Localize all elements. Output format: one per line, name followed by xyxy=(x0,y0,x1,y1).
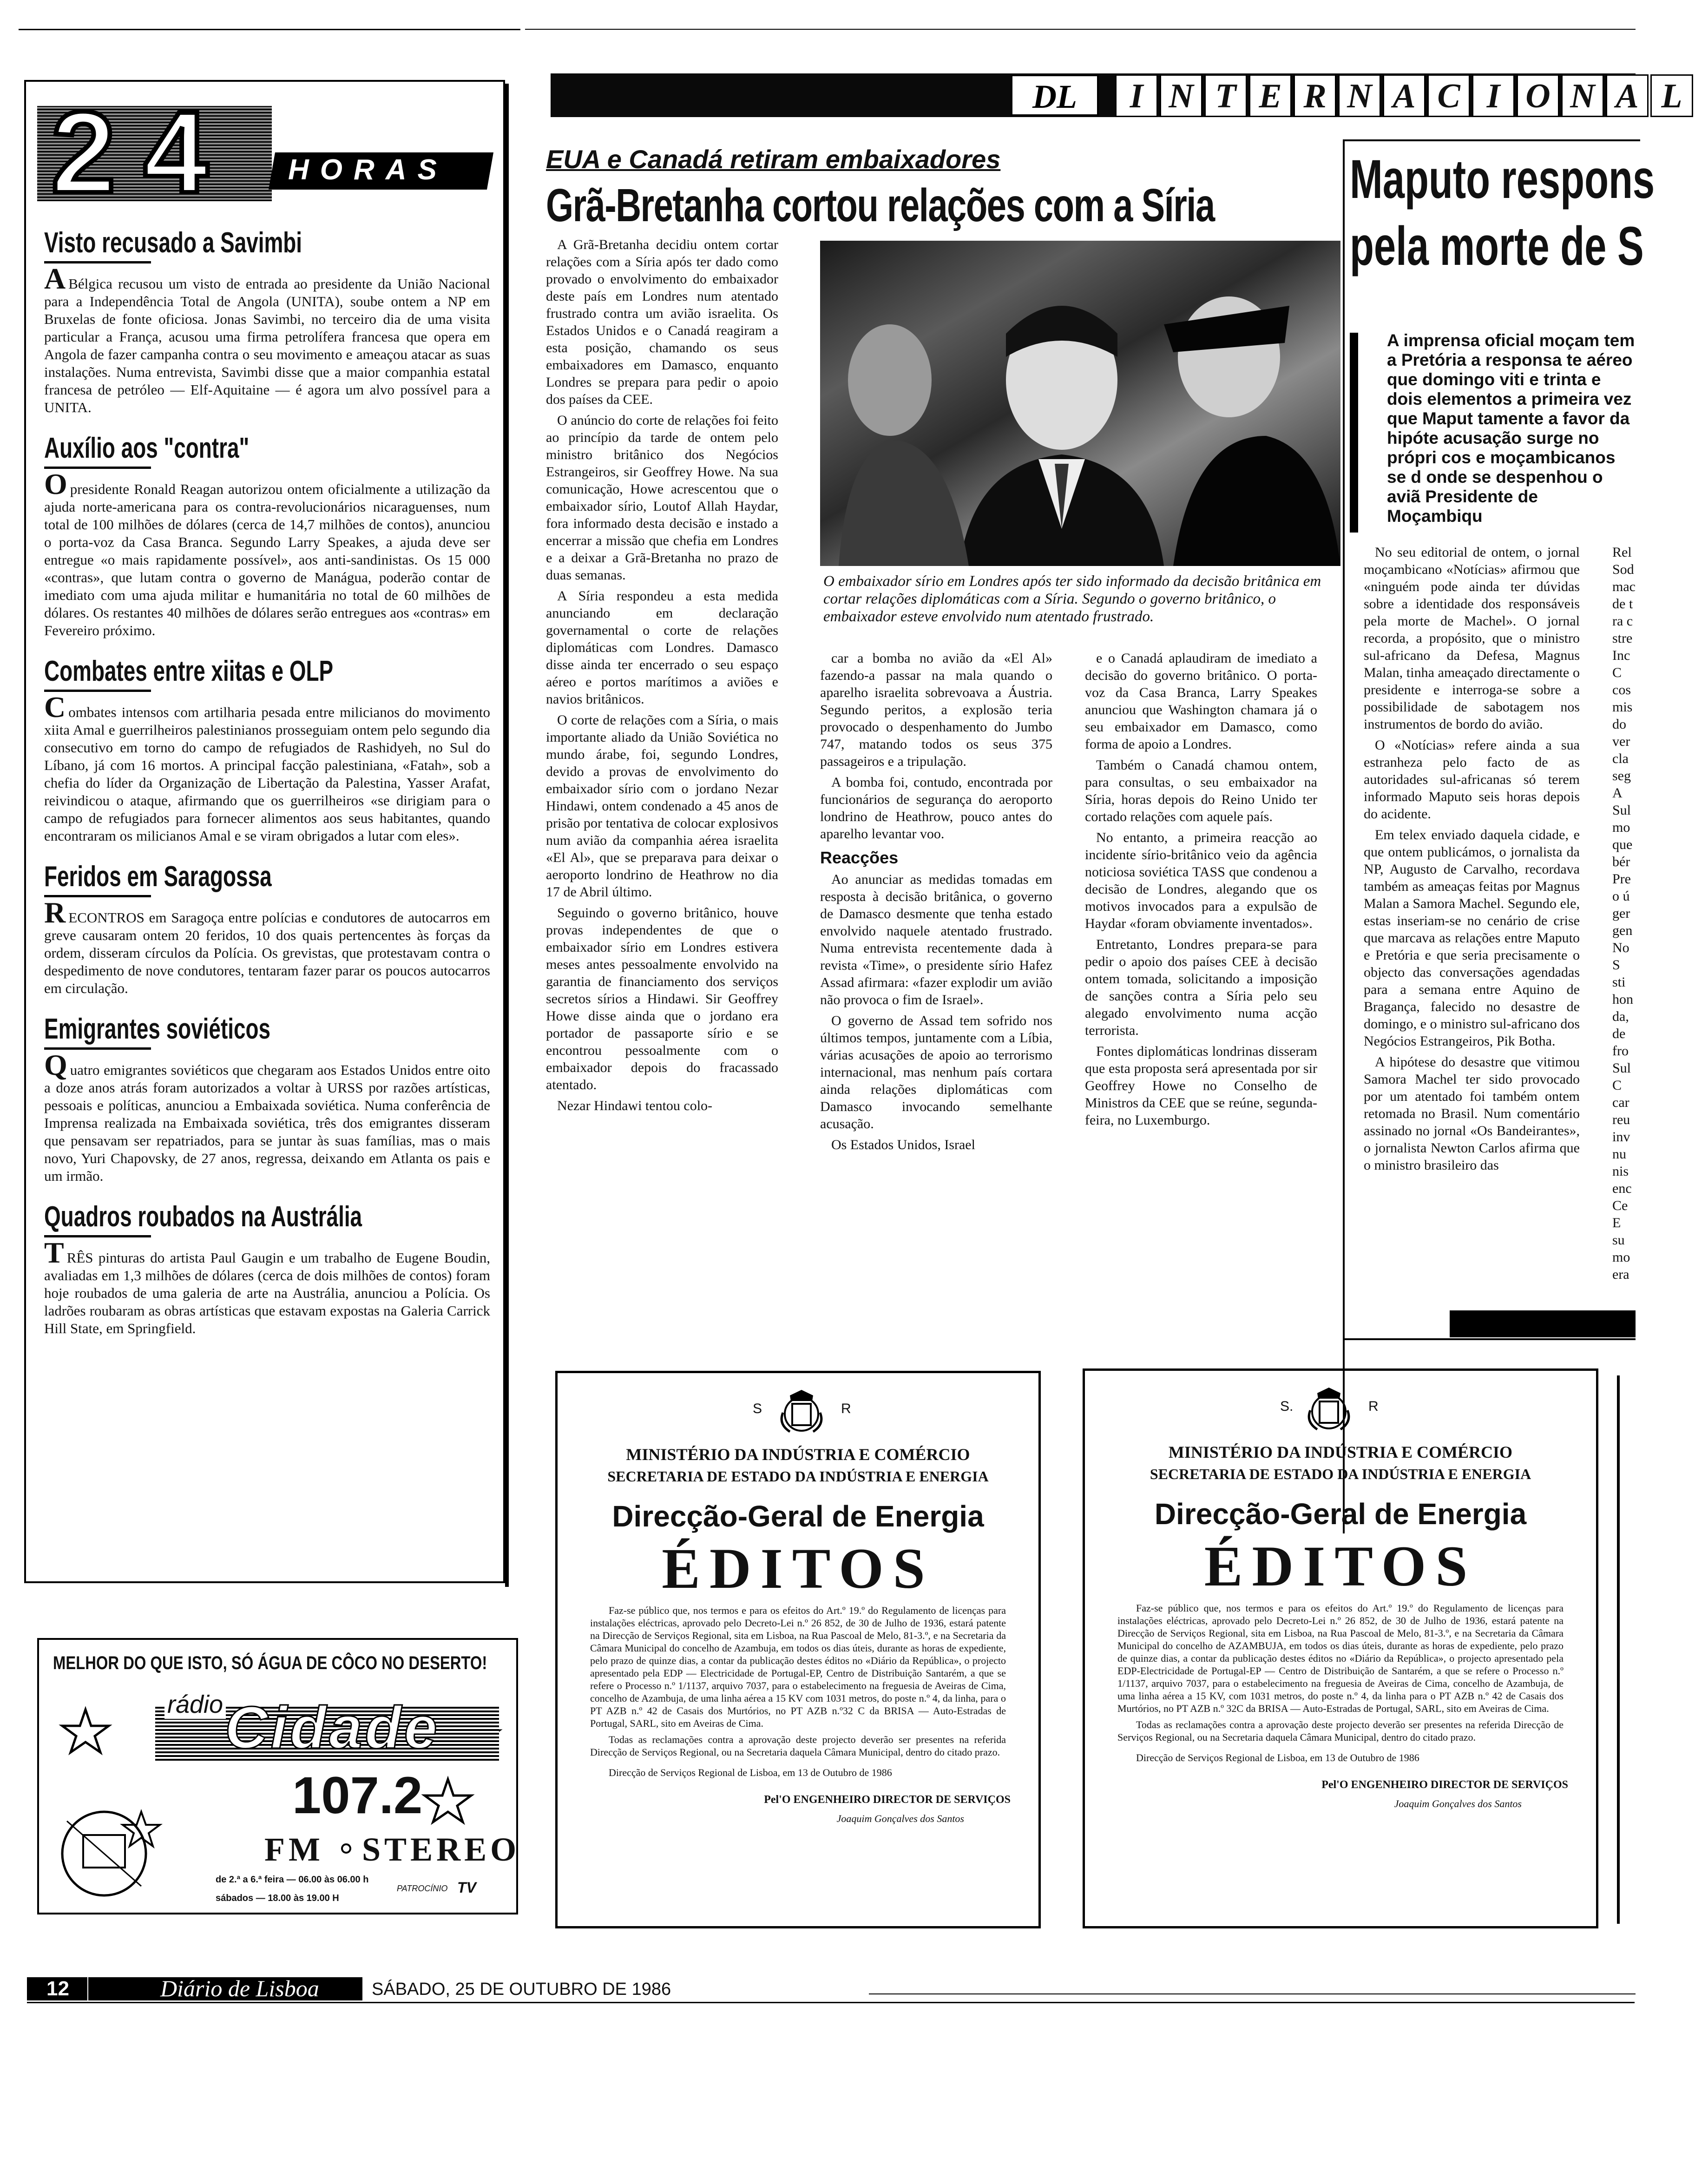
cut-fragment: que xyxy=(1612,837,1633,852)
horas-item-text xyxy=(44,262,490,416)
horas-item-title: Combates entre xiitas e OLP xyxy=(44,655,334,687)
paragraph: No seu editorial de ontem, o jornal moçambicano «Notícias» afirmou que «ninguém pode ainda ter dúvidas sobre a identidade dos responsáveis pela morte de Machel». O jornal recorda, a propósito, que o ministro sul-africano da Defesa, Magnus Malan, tinha ameaçado directamente o presidente e interroga-se sobre a possibilidade de sabotagem nos instrumentos de bordo do avião. xyxy=(1364,545,1580,732)
edito-name: Joaquim Gonçalves dos Santos xyxy=(1394,1798,1522,1809)
top-rule xyxy=(19,29,520,30)
edito-body: Faz-se público que, nos termos e para os efeitos do Art.º 19.º do Regulamento de licenças para instalações eléctricas, aprovado pelo Decreto-Lei n.º 26 852, de 30 de Julho de 1936, estará patente na Direcção de Serviços Regional, sita em Lisboa, na Rua Pascoal de Melo, 81-3.º, e na Secretaria da Câmara Municipal do concelho de Azambuja, em todos os dias úteis, durante as horas de expediente, pelo prazo de quinze dias, a contar da publicação destes éditos no «Diário da República», o projecto apresentado pela EDP — Electricidade de Portugal-EP, Centro de Distribuição Santarém, a que se refere o Processo n.º 1/1137, arquivo 7037, para o estabelecimento na freguesia de Aveiras de Cima, concelho de Azambuja, de uma linha aérea a 15 KV com 1031 metros, do poste n.º 4, da linha, para o PT AZB n.º 42 de Casais dos Murtórios, no PT AZB n.º32 C da BRISA — Auto-Estradas de Portugal, SARL, sito em Aveiras de Cima. xyxy=(590,1605,1006,1729)
edito-title: ÉDITOS xyxy=(662,1537,934,1600)
edito-date: Direcção de Serviços Regional de Lisboa, em 13 de Outubro de 1986 xyxy=(1136,1752,1419,1763)
radio-sponsor-label: PATROCÍNIO xyxy=(397,1884,448,1893)
footer-date: SÁBADO, 25 DE OUTUBRO DE 1986 xyxy=(372,1980,671,1999)
kicker: EUA e Canadá retiram embaixadores xyxy=(546,145,1001,174)
horas-item-body: Bélgica recusou um visto de entrada ao presidente da União Nacional para a Independência Total de Angola (UNITA), soube ontem a NP em Bruxelas de fonte oficiosa. Jonas Savimbi, no terceiro dia de uma visita particular a França, acusou uma firma petrolífera francesa que opera em Angola de fazer campanha contra o seu movimento e ameaçou atacar as suas instalações. Numa entrevista, Savimbi disse que a maior companhia estatal francesa de petróleo — Elf-Aquitaine — é agora um alvo possível para a UNITA. xyxy=(44,276,490,415)
cut-fragment: nis xyxy=(1612,1164,1629,1179)
horas-item-title: Auxílio aos "contra" xyxy=(44,432,250,464)
paragraph: Em telex enviado daquela cidade, e que ontem publicámos, o jornalista da NP, Augusto de Carvalho, recordava também as ameaças feitas por Magnus Malan a Samora Machel. Segundo ele, estas inseriam-se no cenário de crise que marcava as relações entre Maputo e Pretória e que seria precisamente o objecto das conversações agendadas para a semana entre Aquino de Bragança, falecido no desastre de domingo, e o ministro sul-africano dos Negócios Estrangeiros, Pik Botha. xyxy=(1364,827,1580,1049)
cut-fragment: car xyxy=(1612,1095,1629,1110)
horas-item-title: Emigrantes soviéticos xyxy=(44,1013,271,1045)
drop-cap: Q xyxy=(44,1048,67,1081)
cut-fragment: mo xyxy=(1612,820,1630,835)
paragraph: O corte de relações com a Síria, o mais importante aliado da União Soviética no mundo árabe, foi, segundo Londres, devido a provas de envolvimento do embaixador sírio com o jordano Nezar Hindawi, ontem condenado a 45 anos de prisão por tentativa de colocar explosivos num avião da companhia aérea israelita «El Al», que se preparava para deixar o aeroporto londrino de Heathrow no dia 17 de Abril último. xyxy=(546,712,778,900)
section-letter: N xyxy=(1160,74,1202,117)
horas-item-body: presidente Ronald Reagan autorizou ontem oficialmente a utilização da ajuda norte-americana para os contra-revolucionários nicaraguenses, num total de 100 milhões de dólares (cerca de 14,7 milhões de contos), anunciou o porta-voz da Casa Branca. Segundo Larry Speakes, a ajuda deve ser entregue «o mais rapidamente possível», aos anti-sandinistas. Os 15 000 «contras», que lutam contra o governo de Manágua, poderão contar de imediato com uma ajuda militar e humanitária no total de 60 milhões de dólares. Os restantes 40 milhões de dólares serão entregues aos «contras» em Fevereiro próximo. xyxy=(44,481,490,638)
drop-cap: A xyxy=(44,262,66,295)
cut-fragment: enc xyxy=(1612,1181,1632,1196)
edito-title: ÉDITOS xyxy=(1204,1534,1477,1598)
cut-fragment: reu xyxy=(1612,1112,1630,1127)
horas-item-body: RÊS pinturas do artista Paul Gaugin e um trabalho de Eugene Boudin, avaliadas em 1,3 milhões de dólares (cerca de dois milhões de contos) foram hoje roubados de uma galeria de arte na Austrália, anunciou a Polícia. Os ladrões roubaram as obras artísticas que estavam expostas na Galeria Carrick Hill State, em Springfield. xyxy=(44,1250,490,1336)
section-letter: C xyxy=(1427,74,1470,117)
horas-item-title: Feridos em Saragossa xyxy=(44,861,272,893)
cut-fragment: inv xyxy=(1612,1129,1630,1145)
cut-fragment: Rel xyxy=(1612,545,1632,560)
radio-sponsor-logo: TV xyxy=(457,1879,476,1896)
cut-fragment: E xyxy=(1612,1215,1621,1230)
paragraph: Entretanto, Londres prepara-se para pedir o apoio dos países CEE à decisão ontem tomada, solicitando a imposição de sanções contra a Síria pelo seu alegado envolvimento numa acção terrorista. xyxy=(1085,937,1317,1038)
edito-dg: Direcção-Geral de Energia xyxy=(612,1500,984,1533)
paragraph: e o Canadá aplaudiram de imediato a decisão do governo britânico. O porta-voz da Casa Branca, Larry Speakes anunciou que Washington chamara já o seu embaixador em Damasco, como forma de apoio a Londres. xyxy=(1085,651,1317,752)
section-letter: A xyxy=(1606,74,1649,117)
main-col-1 xyxy=(546,236,778,1118)
paragraph: Os Estados Unidos, Israel xyxy=(831,1137,975,1152)
maputo-lede-bar xyxy=(1350,333,1358,533)
cut-fragment: Sul xyxy=(1612,1060,1631,1076)
radio-frequency: 107.2 xyxy=(292,1766,423,1824)
edito-date: Direcção de Serviços Regional de Lisboa, em 13 de Outubro de 1986 xyxy=(609,1767,892,1778)
section-letter: T xyxy=(1204,74,1247,117)
horas-item xyxy=(44,655,490,845)
drop-cap: C xyxy=(44,691,66,724)
cut-fragment: nu xyxy=(1612,1146,1626,1162)
cut-fragment: Ce xyxy=(1612,1198,1628,1213)
edito-r: R xyxy=(841,1401,851,1416)
horas-numbers: 24 xyxy=(51,87,237,217)
radio-brand-big: Cidade xyxy=(225,1695,440,1761)
horas-item xyxy=(44,1201,490,1337)
edito-secretariat: SECRETARIA DE ESTADO DA INDÚSTRIA E ENERGIA xyxy=(607,1468,989,1485)
cut-fragment: Pre xyxy=(1612,871,1631,887)
horas-item-text xyxy=(44,1048,490,1185)
horas-item xyxy=(44,1013,490,1185)
maputo-col-2 xyxy=(1612,544,1640,1283)
coat-of-arms-icon xyxy=(1303,1385,1354,1436)
cut-fragment: stre xyxy=(1612,631,1633,646)
section-letter: O xyxy=(1517,74,1559,117)
section-letter: I xyxy=(1115,74,1158,117)
cut-fragment: da, xyxy=(1612,1009,1629,1024)
coat-of-arms-icon xyxy=(776,1387,827,1438)
cut-fragment: fro xyxy=(1612,1043,1629,1059)
maputo-black-bar xyxy=(1450,1310,1636,1337)
section-letter: R xyxy=(1294,74,1336,117)
paragraph: Seguindo o governo britânico, houve provas independentes de que o embaixador sírio em Londres estivera meses antes pessoalmente envolvido na garantia de financiamento dos serviços secretos sírios a Hindawi. Sir Geoffrey Howe disse ainda que o jordano era portador de passaporte sírio e se encontrou pessoalmente com o embaixador depois do fracassado atentado. xyxy=(546,905,778,1092)
cut-fragment: mo xyxy=(1612,1250,1630,1265)
radio-mode: STEREO xyxy=(362,1831,520,1868)
cut-fragment: ger xyxy=(1612,906,1630,921)
paragraph: A bomba foi, contudo, encontrada por funcionários de segurança do aeroporto londrino de Heathrow, pouco antes do aparelho levantar voo. xyxy=(820,775,1052,842)
section-letter: L xyxy=(1650,74,1693,117)
maputo-headline-1: Maputo respons xyxy=(1350,149,1655,210)
horas-item-title: Quadros roubados na Austrália xyxy=(44,1201,362,1233)
section-title xyxy=(1115,74,1695,116)
cut-fragment: ra c xyxy=(1612,613,1633,629)
footer-rule xyxy=(27,2002,1635,2003)
cut-fragment: su xyxy=(1612,1232,1625,1248)
cut-fragment: hon xyxy=(1612,992,1633,1007)
cut-fragment: A xyxy=(1612,785,1623,801)
cut-fragment: mis xyxy=(1612,699,1633,715)
horas-item-text xyxy=(44,467,490,639)
edito-s: S. xyxy=(1280,1399,1294,1414)
edito-secretariat: SECRETARIA DE ESTADO DA INDÚSTRIA E ENERGIA xyxy=(1150,1466,1531,1482)
section-letter: I xyxy=(1472,74,1515,117)
section-letter: N xyxy=(1338,74,1381,117)
edito-dg: Direcção-Geral de Energia xyxy=(1154,1497,1527,1531)
paragraph: A hipótese do desastre que vitimou Samora Machel ter sido provocado por um atentado foi também ontem retomada no Brasil. Num comentário assinado no jornal «Os Bandeirantes», o jornalista Newton Carlos afirma que o ministro brasileiro das xyxy=(1364,1054,1580,1173)
radio-ad xyxy=(37,1638,518,1914)
cut-fragment: ver xyxy=(1612,734,1630,749)
cut-fragment: gen xyxy=(1612,923,1633,938)
edito-signer: Pel'O ENGENHEIRO DIRECTOR DE SERVIÇOS xyxy=(764,1794,1011,1806)
maputo-lede: A imprensa oficial moçam tem a Pretória a responsa te aéreo que domingo viti e trinta e dois elementos a primeira vez que Maput tamente a favor da hipóte acusação surge no própri cos e moçambicanos se d onde se despenhou o aviã Presidente de Moçambiqu xyxy=(1387,331,1635,526)
paragraph: car a bomba no avião da «El Al» fazendo-a passar na mala quando o aparelho israelita sobrevoava a Áustria. Segundo peritos, a explosão teria provocado o despenhamento do Jumbo 747, matando todos os seus 375 passageiros e a tripulação. xyxy=(820,651,1052,769)
cut-fragment: No xyxy=(1612,940,1629,955)
cut-fragment: C xyxy=(1612,665,1622,680)
edito-body-2: Todas as reclamações contra a aprovação deste projecto deverão ser presentes na referida Direcção de Serviços Regional, ou na Secretaria daquela Câmara Municipal, dentro do citado prazo. xyxy=(1117,1719,1564,1743)
horas-item-body: ombates intensos com artilharia pesada entre milicianos do movimento xiita Amal e guerrilheiros palestinianos prosseguiam ontem pelo segundo dia consecutivo em torno do campo de refugiados de Rashidyeh, no Sul do Líbano, já com 16 mortos. A principal facção palestiniana, «Fatah», sob a chefia do líder da Organização de Libertação da Palestina, Yasser Arafat, reivindicou o ataque, afirmando que os guerrilheiros «se dirigiam para o campo de refugiados para fornecer alimentos aos seus habitantes, quando encontraram os milicianos Amal e se viram obrigados a lutar com eles». xyxy=(44,704,490,844)
horas-item-text xyxy=(44,896,490,997)
edito-signer: Pel'O ENGENHEIRO DIRECTOR DE SERVIÇOS xyxy=(1321,1779,1568,1791)
radio-band: FM xyxy=(264,1831,324,1868)
cut-fragment: cla xyxy=(1612,751,1629,766)
subheading: Reacções xyxy=(820,848,899,867)
horas-item xyxy=(44,861,490,997)
cut-fragment: mac xyxy=(1612,579,1636,594)
main-col-2 xyxy=(820,650,1052,1157)
cut-fragment: bér xyxy=(1612,854,1630,869)
cut-fragment: cos xyxy=(1612,682,1631,697)
section-letter: E xyxy=(1249,74,1292,117)
footer-page: 12 xyxy=(46,1977,69,2000)
paragraph: O governo de Assad tem sofrido nos últimos tempos, juntamente com a Líbia, várias acusações de apoio ao terrorismo internacional, mas nenhum país cortara ainda relações diplomáticas com Damasco invocando semelhante acusação. xyxy=(820,1013,1052,1131)
cut-fragment: o ú xyxy=(1612,888,1630,904)
radio-brand-small: rádio xyxy=(164,1690,226,1719)
drop-cap: T xyxy=(44,1236,64,1269)
section-letter: N xyxy=(1561,74,1604,117)
radio-slogan: MELHOR DO QUE ISTO, SÓ ÁGUA DE CÔCO NO DESERTO! xyxy=(53,1653,487,1673)
headline: Grã-Bretanha cortou relações com a Síria xyxy=(546,179,1215,231)
cut-fragment: C xyxy=(1612,1078,1622,1093)
cut-fragment: de xyxy=(1612,1026,1626,1041)
editos-ad-2 xyxy=(1083,1368,1598,1928)
horas-item-text xyxy=(44,691,490,845)
paragraph: Nezar Hindawi tentou colo- xyxy=(557,1098,713,1113)
radio-sched-1: de 2.ª a 6.ª feira — 06.00 às 06.00 h xyxy=(216,1875,369,1885)
maputo-col-1 xyxy=(1364,544,1580,1178)
cut-fragment: Sul xyxy=(1612,803,1631,818)
radio-sep xyxy=(341,1843,351,1854)
top-rule-2 xyxy=(525,29,1636,30)
paragraph: Ao anunciar as medidas tomadas em resposta à decisão britânica, o governo de Damasco desmente que tenha estado envolvido naquele atentado frustrado. Numa entrevista recentemente dada à revista «Time», o presidente sírio Hafez Assad afirmara: «fazer explodir um avião não provoca o fim de Israel». xyxy=(820,872,1052,1007)
cut-fragment: sti xyxy=(1612,974,1626,990)
radio-sched-2: sábados — 18.00 às 19.00 H xyxy=(216,1893,339,1903)
photo-art xyxy=(820,241,1340,566)
paragraph: A Grã-Bretanha decidiu ontem cortar relações com a Síria após ter dado como provado o envolvimento do embaixador deste país em Londres num atentado frustrado contra um avião israelita. Os Estados Unidos e o Canadá reagiram a esta posição, chamando os seus embaixadores em Damasco, enquanto Londres se prepara para pedir o apoio dos países da CEE. xyxy=(546,237,778,407)
cut-fragment: Inc xyxy=(1612,648,1630,663)
paragraph: O «Notícias» refere ainda a sua estranheza pelo facto de as autoridades sul-africanas só terem informado Maputo seis horas depois do acidente. xyxy=(1364,737,1580,822)
cut-fragment: seg xyxy=(1612,768,1631,783)
cut-fragment: do xyxy=(1612,717,1626,732)
horas-logo xyxy=(37,87,502,217)
horas-item xyxy=(44,432,490,639)
section-letter: A xyxy=(1383,74,1426,117)
horas-item-title: Visto recusado a Savimbi xyxy=(44,227,302,259)
footer-rule-right xyxy=(869,1993,1636,1994)
edito-body: Faz-se público que, nos termos e para os efeitos do Art.º 19.º do Regulamento de licenças para instalações eléctricas, aprovado pelo Decreto-Lei n.º 26 852, de 30 de Julho de 1936, estará patente na Direcção de Serviços Regional, sita em Lisboa, na Rua Pascoal de Melo, 81-3.º, e na Secretaria da Câmara Municipal do concelho de AZAMBUJA, em todos os dias úteis, durante as horas de expediente, pelo prazo de quinze dias, a contar da publicação destes éditos no «Diário da República», o projecto apresentado pela EDP-Electricidade de Portugal-EP — Centro de Distribuição de Santarém, a que se refere o Processo n.º 1/1137, arquivo 7037, para o estabelecimento na freguesia de Aveiras de Cima, concelho de Azambuja, de uma linha aérea a 15 KV, com 1031 metros, do poste n.º 4, da linha para o PT AZB n.º 42 de Casais dos Murtórios, no PT AZB n.º 32C da BRISA — Auto-Estradas de Portugal, SARL, sito em Aveiras de Cima. xyxy=(1117,1602,1564,1714)
right-edge-rule xyxy=(1617,1375,1620,1924)
horas-item-text xyxy=(44,1236,490,1337)
main-col-3 xyxy=(1085,650,1317,1132)
footer-paper: Diário de Lisboa xyxy=(160,1975,319,2001)
cut-fragment: era xyxy=(1612,1267,1629,1282)
photo-caption: O embaixador sírio em Londres após ter sido informado da decisão britânica em cortar relações diplomáticas com a Síria. Segundo o governo britânico, o embaixador esteve envolvido num atentado frustrado. xyxy=(823,573,1321,625)
drop-cap: R xyxy=(44,896,66,929)
edito-s: S xyxy=(753,1401,762,1416)
maputo-headline-2: pela morte de S xyxy=(1350,216,1644,277)
maputo-rule-bottom xyxy=(1343,1338,1636,1340)
editos-ad-1 xyxy=(555,1371,1041,1928)
edito-ministry: MINISTÉRIO DA INDÚSTRIA E COMÉRCIO xyxy=(1168,1443,1513,1461)
paragraph: O anúncio do corte de relações foi feito ao princípio da tarde de ontem pelo ministro britânico dos Negócios Estrangeiros, sir Geoffrey Howe. Na sua comunicação, Howe acrescentou que o embaixador sírio, Loutof Allah Haydar, fora informado desta decisão e instado a encerrar a missão que chefia em Londres e a deixar a Grã-Bretanha no prazo de duas semanas. xyxy=(546,413,778,583)
edito-name: Joaquim Gonçalves dos Santos xyxy=(836,1813,964,1824)
cut-fragment: Sod xyxy=(1612,562,1634,577)
main-photo xyxy=(820,241,1340,566)
cut-fragment: de t xyxy=(1612,596,1633,612)
edito-ministry: MINISTÉRIO DA INDÚSTRIA E COMÉRCIO xyxy=(626,1445,970,1464)
paragraph: No entanto, a primeira reacção ao incidente sírio-britânico veio da agência noticiosa soviética TASS que condenou a decisão de Londres, alegando que os motivos invocados para a expulsão de Haydar «foram obviamente inventados». xyxy=(1085,830,1317,931)
horas-items xyxy=(44,227,490,1353)
drop-cap: O xyxy=(44,467,67,500)
horas-frame-shadow xyxy=(505,84,509,1587)
cut-fragment: S xyxy=(1612,957,1620,973)
paragraph: Fontes diplomáticas londrinas disseram que esta proposta será apresentada por sir Geoffrey Howe no Conselho de Ministros da CEE que se reúne, segunda-feira, no Luxemburgo. xyxy=(1085,1044,1317,1128)
section-logo: DL xyxy=(1011,74,1099,116)
horas-word: HORAS xyxy=(288,154,448,186)
horas-item xyxy=(44,227,490,416)
paragraph: Também o Canadá chamou ontem, para consultas, o seu embaixador na Síria, horas depois do Reino Unido ter cortado relações com aquele país. xyxy=(1085,757,1317,824)
horas-item-body: uatro emigrantes soviéticos que chegaram aos Estados Unidos entre oito a doze anos atrás foram autorizados a voltar à URSS por razões artísticas, pessoais e políticas, anunciou a Embaixada soviética. Numa conferência de Imprensa realizada na Embaixada soviética, três dos emigrantes disseram que pensavam ser repatriados, para se juntar às suas famílias, mas o mais novo, Yuri Chapovsky, de 27 anos, regressa, deixando em Atlanta os pais e um irmão. xyxy=(44,1062,490,1184)
edito-r: R xyxy=(1368,1399,1379,1414)
horas-item-body: ECONTROS em Saragoça entre polícias e condutores de autocarros em greve causaram ontem 20 feridos, 10 dos quais pertencentes às forças da ordem, disseram círculos da Polícia. Os grevistas, que protestavam contra o despedimento de nove condutores, tentaram fazer parar os poucos autocarros em circulação. xyxy=(44,909,490,996)
paragraph: A Síria respondeu a esta medida anunciando em declaração governamental o corte de relações diplomáticas com Londres. Damasco disse ainda ter encerrado o seu espaço aéreo e portos marítimos a aviões e navios britânicos. xyxy=(546,588,778,707)
edito-body-2: Todas as reclamações contra a aprovação deste projecto deverão ser presentes na referida Direcção de Serviços Regional, ou na Secretaria daquela Câmara Municipal, dentro do citado prazo. xyxy=(590,1734,1006,1758)
